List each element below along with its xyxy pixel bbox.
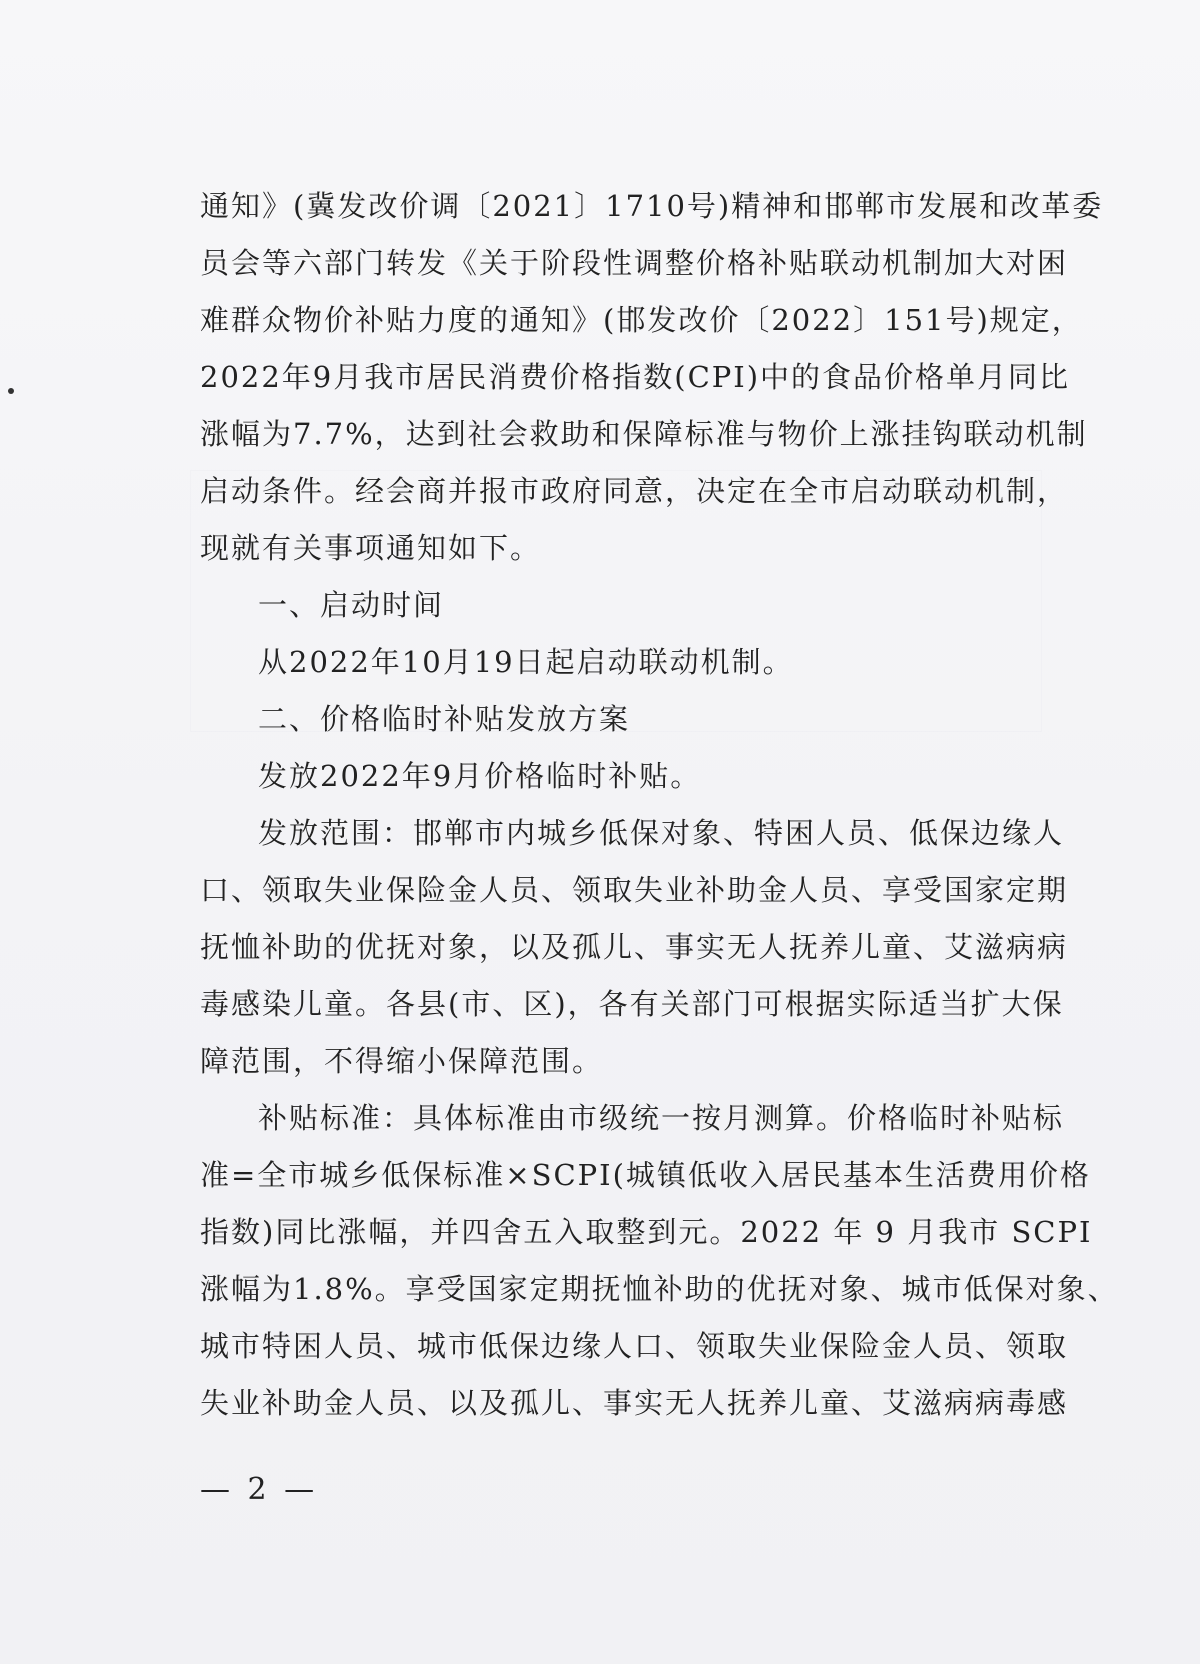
body-line: 员会等六部门转发《关于阶段性调整价格补贴联动机制加大对困 — [200, 246, 1069, 280]
body-line: 从2022年10月19日起启动联动机制。 — [258, 645, 794, 679]
body-line: 发放2022年9月价格临时补贴。 — [258, 759, 702, 793]
body-line: 2022年9月我市居民消费价格指数(CPI)中的食品价格单月同比 — [200, 360, 1071, 394]
body-line: 障范围，不得缩小保障范围。 — [200, 1044, 604, 1078]
section-heading-1: 一、启动时间 — [258, 588, 445, 622]
body-line: 口、领取失业保险金人员、领取失业补助金人员、享受国家定期 — [200, 873, 1069, 907]
body-line: 通知》(冀发改价调〔2021〕1710号)精神和邯郸市发展和改革委 — [200, 189, 1104, 223]
body-line: 涨幅为1.8%。享受国家定期抚恤补助的优抚对象、城市低保对象、 — [200, 1272, 1119, 1306]
body-line: 涨幅为7.7%，达到社会救助和保障标准与物价上涨挂钩联动机制 — [200, 417, 1088, 451]
body-line: 启动条件。经会商并报市政府同意，决定在全市启动联动机制， — [200, 474, 1069, 508]
section-heading-2: 二、价格临时补贴发放方案 — [258, 702, 631, 736]
body-line: 现就有关事项通知如下。 — [200, 531, 542, 565]
body-line: 难群众物价补贴力度的通知》(邯发改价〔2022〕151号)规定， — [200, 303, 1083, 337]
body-line: 发放范围：邯郸市内城乡低保对象、特困人员、低保边缘人 — [258, 816, 1065, 850]
body-line: 城市特困人员、城市低保边缘人口、领取失业保险金人员、领取 — [200, 1329, 1069, 1363]
body-line: 失业补助金人员、以及孤儿、事实无人抚养儿童、艾滋病病毒感 — [200, 1386, 1069, 1420]
body-line: 补贴标准：具体标准由市级统一按月测算。价格临时补贴标 — [258, 1101, 1065, 1135]
body-line: 抚恤补助的优抚对象，以及孤儿、事实无人抚养儿童、艾滋病病 — [200, 930, 1069, 964]
scan-mark — [8, 388, 14, 394]
body-line: 指数)同比涨幅，并四舍五入取整到元。2022 年 9 月我市 SCPI — [200, 1215, 1093, 1249]
page-number: — 2 — — [200, 1472, 319, 1507]
body-line: 准=全市城乡低保标准×SCPI(城镇低收入居民基本生活费用价格 — [200, 1158, 1091, 1192]
body-line: 毒感染儿童。各县(市、区)，各有关部门可根据实际适当扩大保 — [200, 987, 1064, 1021]
